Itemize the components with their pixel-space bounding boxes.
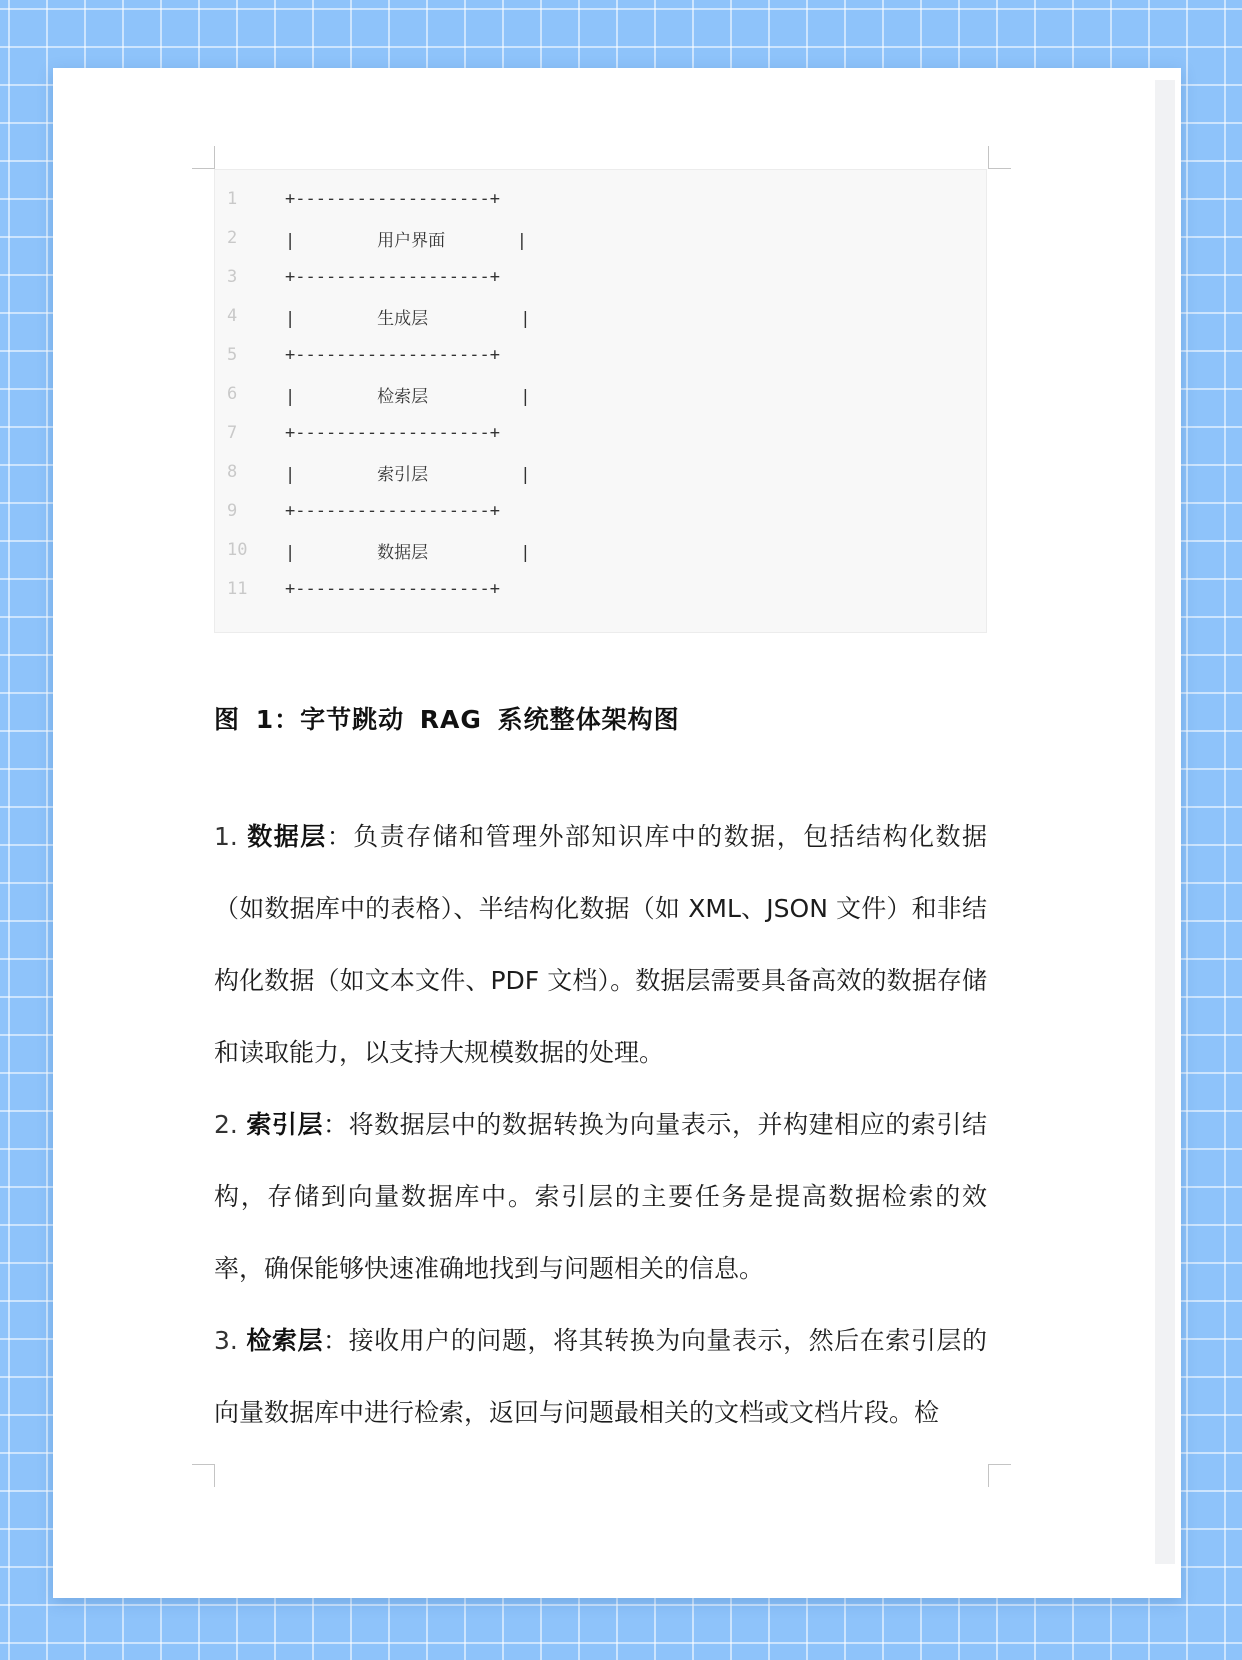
- list-item: [214, 801, 987, 1089]
- code-text: +-------------------+: [285, 189, 500, 209]
- list-item: [214, 1305, 987, 1449]
- page-margin-corner-bottom-left: [192, 1464, 215, 1487]
- list-number: 1.: [214, 822, 238, 851]
- list-text: 接收用户的问题，将其转换为向量表示，然后在索引层的向量数据库中进行检索，返回与问题最相关的文档或文档片段。检: [214, 1326, 987, 1427]
- code-text: +-------------------+: [285, 345, 500, 365]
- code-block: [214, 169, 987, 633]
- line-number: 4: [227, 306, 238, 326]
- code-text: | 数据层 |: [285, 542, 531, 563]
- code-text: | 检索层 |: [285, 386, 531, 407]
- page-margin-corner-top-right: [988, 146, 1011, 169]
- term-separator: ：: [326, 822, 354, 851]
- list-term: 索引层: [246, 1110, 324, 1139]
- line-number: 2: [227, 228, 238, 248]
- line-number: 10: [227, 540, 248, 560]
- term-separator: ：: [323, 1326, 349, 1355]
- code-line: [215, 379, 986, 409]
- code-text: | 生成层 |: [285, 308, 531, 329]
- code-line: [215, 223, 986, 253]
- line-number: 3: [227, 267, 238, 287]
- line-number: 5: [227, 345, 238, 365]
- line-number: 1: [227, 189, 238, 209]
- term-separator: ：: [323, 1110, 349, 1139]
- page-margin-corner-bottom-right: [988, 1464, 1011, 1487]
- code-line: [215, 301, 986, 331]
- list-number: 3.: [214, 1326, 238, 1355]
- line-number: 7: [227, 423, 238, 443]
- code-text: +-------------------+: [285, 423, 500, 443]
- code-line: [215, 574, 986, 604]
- code-line: [215, 418, 986, 448]
- code-text: +-------------------+: [285, 579, 500, 599]
- code-line: [215, 262, 986, 292]
- line-number: 6: [227, 384, 238, 404]
- figure-caption: 图 1：字节跳动 RAG 系统整体架构图: [214, 705, 680, 734]
- list-number: 2.: [214, 1110, 238, 1139]
- code-line: [215, 457, 986, 487]
- page-margin-corner-top-left: [192, 146, 215, 169]
- list-term: 检索层: [246, 1326, 324, 1355]
- list-term: 数据层: [247, 822, 327, 851]
- code-line: [215, 496, 986, 526]
- line-number: 9: [227, 501, 238, 521]
- code-line: [215, 535, 986, 565]
- line-number: 11: [227, 579, 248, 599]
- scrollbar[interactable]: [1155, 80, 1175, 1564]
- code-text: | 索引层 |: [285, 464, 531, 485]
- code-text: +-------------------+: [285, 501, 500, 521]
- list-item: [214, 1089, 987, 1305]
- code-text: | 用户界面 |: [285, 230, 527, 251]
- line-number: 8: [227, 462, 238, 482]
- code-line: [215, 184, 986, 214]
- list-text: 将数据层中的数据转换为向量表示，并构建相应的索引结构，存储到向量数据库中。索引层的主要任务是提高数据检索的效率，确保能够快速准确地找到与问题相关的信息。: [214, 1110, 987, 1283]
- list-text: 负责存储和管理外部知识库中的数据，包括结构化数据（如数据库中的表格）、半结构化数据（如 XML、JSON 文件）和非结构化数据（如文本文件、PDF 文档）。数据层需要具备高效的数据存储和读取能力，以支持大规模数据的处理。: [214, 822, 987, 1067]
- code-text: +-------------------+: [285, 267, 500, 287]
- code-line: [215, 340, 986, 370]
